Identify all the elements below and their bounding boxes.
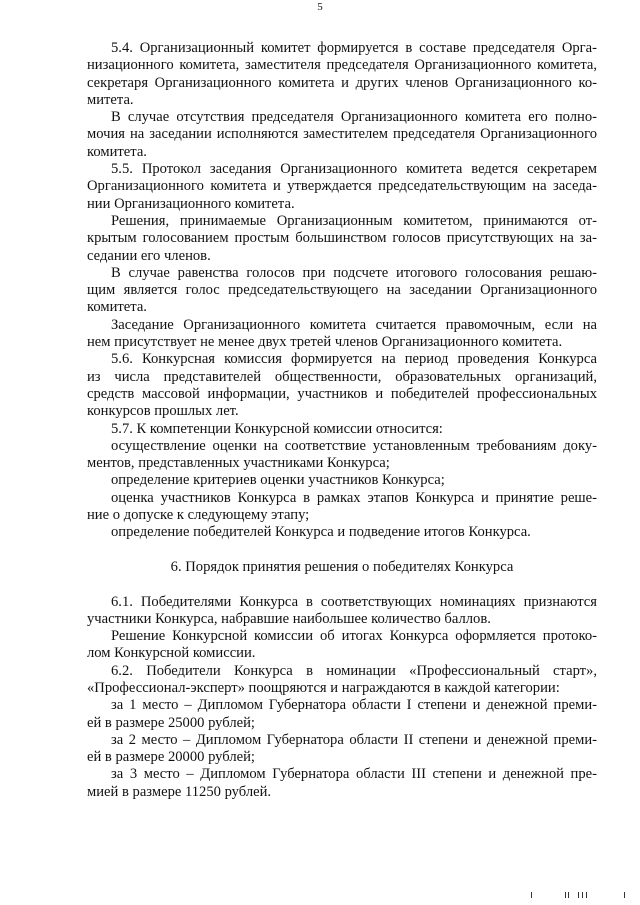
text-line: Решения, принимаемые Организационным комитетом, принимаются от- [111, 212, 597, 229]
section-6-heading: 6. Порядок принятия решения о победителях Конкурса [170, 558, 514, 575]
text-line: Заседание Организационного комитета считается правомочным, если на [111, 316, 597, 333]
text-line: определение победителей Конкурса и подведение итогов Конкурса. [111, 524, 531, 541]
text-line: лом Конкурсной комиссии. [87, 645, 256, 662]
section-5-text [87, 40, 597, 542]
text-line: «Профессионал-эксперт» поощряются и награждаются в каждой категории: [87, 679, 560, 696]
text-line: В случае отсутствия председателя Организационного комитета его полно- [111, 109, 597, 126]
text-line: Организационного комитета и утверждается председательствующим на заседа- [87, 178, 597, 195]
text-line: В случае равенства голосов при подсчете итогового голосования решаю- [111, 264, 597, 281]
spacer [87, 542, 597, 559]
scan-artifact-marks [0, 892, 640, 900]
text-line: определение критериев оценки участников Конкурса; [111, 472, 445, 489]
text-line: 5.7. К компетенции Конкурсной комиссии относится: [111, 420, 443, 437]
text-line: ментов, представленных участниками Конкурса; [87, 455, 390, 472]
text-line: митета. [87, 91, 134, 108]
spacer [87, 576, 597, 593]
text-line: Решение Конкурсной комиссии об итогах Конкурса оформляется протоко- [111, 628, 597, 645]
text-line: нем присутствует не менее двух третей членов Организационного комитета. [87, 334, 563, 351]
text-line: из числа представителей общественности, образовательных организаций, [87, 368, 597, 385]
text-line: за 3 место – Дипломом Губернатора области III степени и денежной пре- [111, 766, 597, 783]
text-line: участники Конкурса, набравшие наибольшее количество баллов. [87, 610, 491, 627]
text-line: 6.1. Победителями Конкурса в соответствующих номинациях признаются [111, 593, 597, 610]
text-line: ей в размере 25000 рублей; [87, 714, 255, 731]
text-line: 5.4. Организационный комитет формируется в составе председателя Орга- [111, 40, 597, 56]
text-line: средств массовой информации, участников и победителей профессиональных [87, 385, 597, 402]
text-line: 5.5. Протокол заседания Организационного комитета ведется секретарем [111, 161, 597, 178]
text-line: низационного комитета, заместителя председателя Организационного комитета, [87, 57, 597, 74]
text-line: оценка участников Конкурса в рамках этапов Конкурса и принятие реше- [111, 489, 597, 506]
text-line: нии Организационного комитета. [87, 195, 295, 212]
text-line: секретаря Организационного комитета и других членов Организационного ко- [87, 74, 597, 91]
text-line: щим является голос председательствующего на заседании Организационного [87, 282, 597, 299]
text-line: крытым голосованием простым большинством голосов присутствующих на за- [87, 230, 597, 247]
text-line: конкурсов прошлых лет. [87, 403, 239, 420]
section-6-text [87, 594, 597, 802]
text-line: за 2 место – Дипломом Губернатора области II степени и денежной преми- [111, 731, 597, 748]
document-body [87, 40, 597, 801]
text-line: 5.6. Конкурсная комиссия формируется на период проведения Конкурса [111, 351, 597, 368]
text-line: комитета. [87, 143, 147, 160]
text-line: ние о допуске к следующему этапу; [87, 507, 310, 524]
text-line: 6.2. Победители Конкурса в номинации «Профессиональный старт», [111, 662, 597, 679]
text-line: комитета. [87, 299, 147, 316]
text-line: седании его членов. [87, 247, 211, 264]
text-line: ей в размере 20000 рублей; [87, 749, 255, 766]
text-line: мочия на заседании исполняются заместителем председателя Организационного [87, 126, 597, 143]
text-line: за 1 место – Дипломом Губернатора области I степени и денежной преми- [111, 697, 597, 714]
page-number: 5 [317, 1, 323, 13]
text-line: мией в размере 11250 рублей. [87, 783, 272, 800]
text-line: осуществление оценки на соответствие установленным требованиям доку- [111, 437, 597, 454]
